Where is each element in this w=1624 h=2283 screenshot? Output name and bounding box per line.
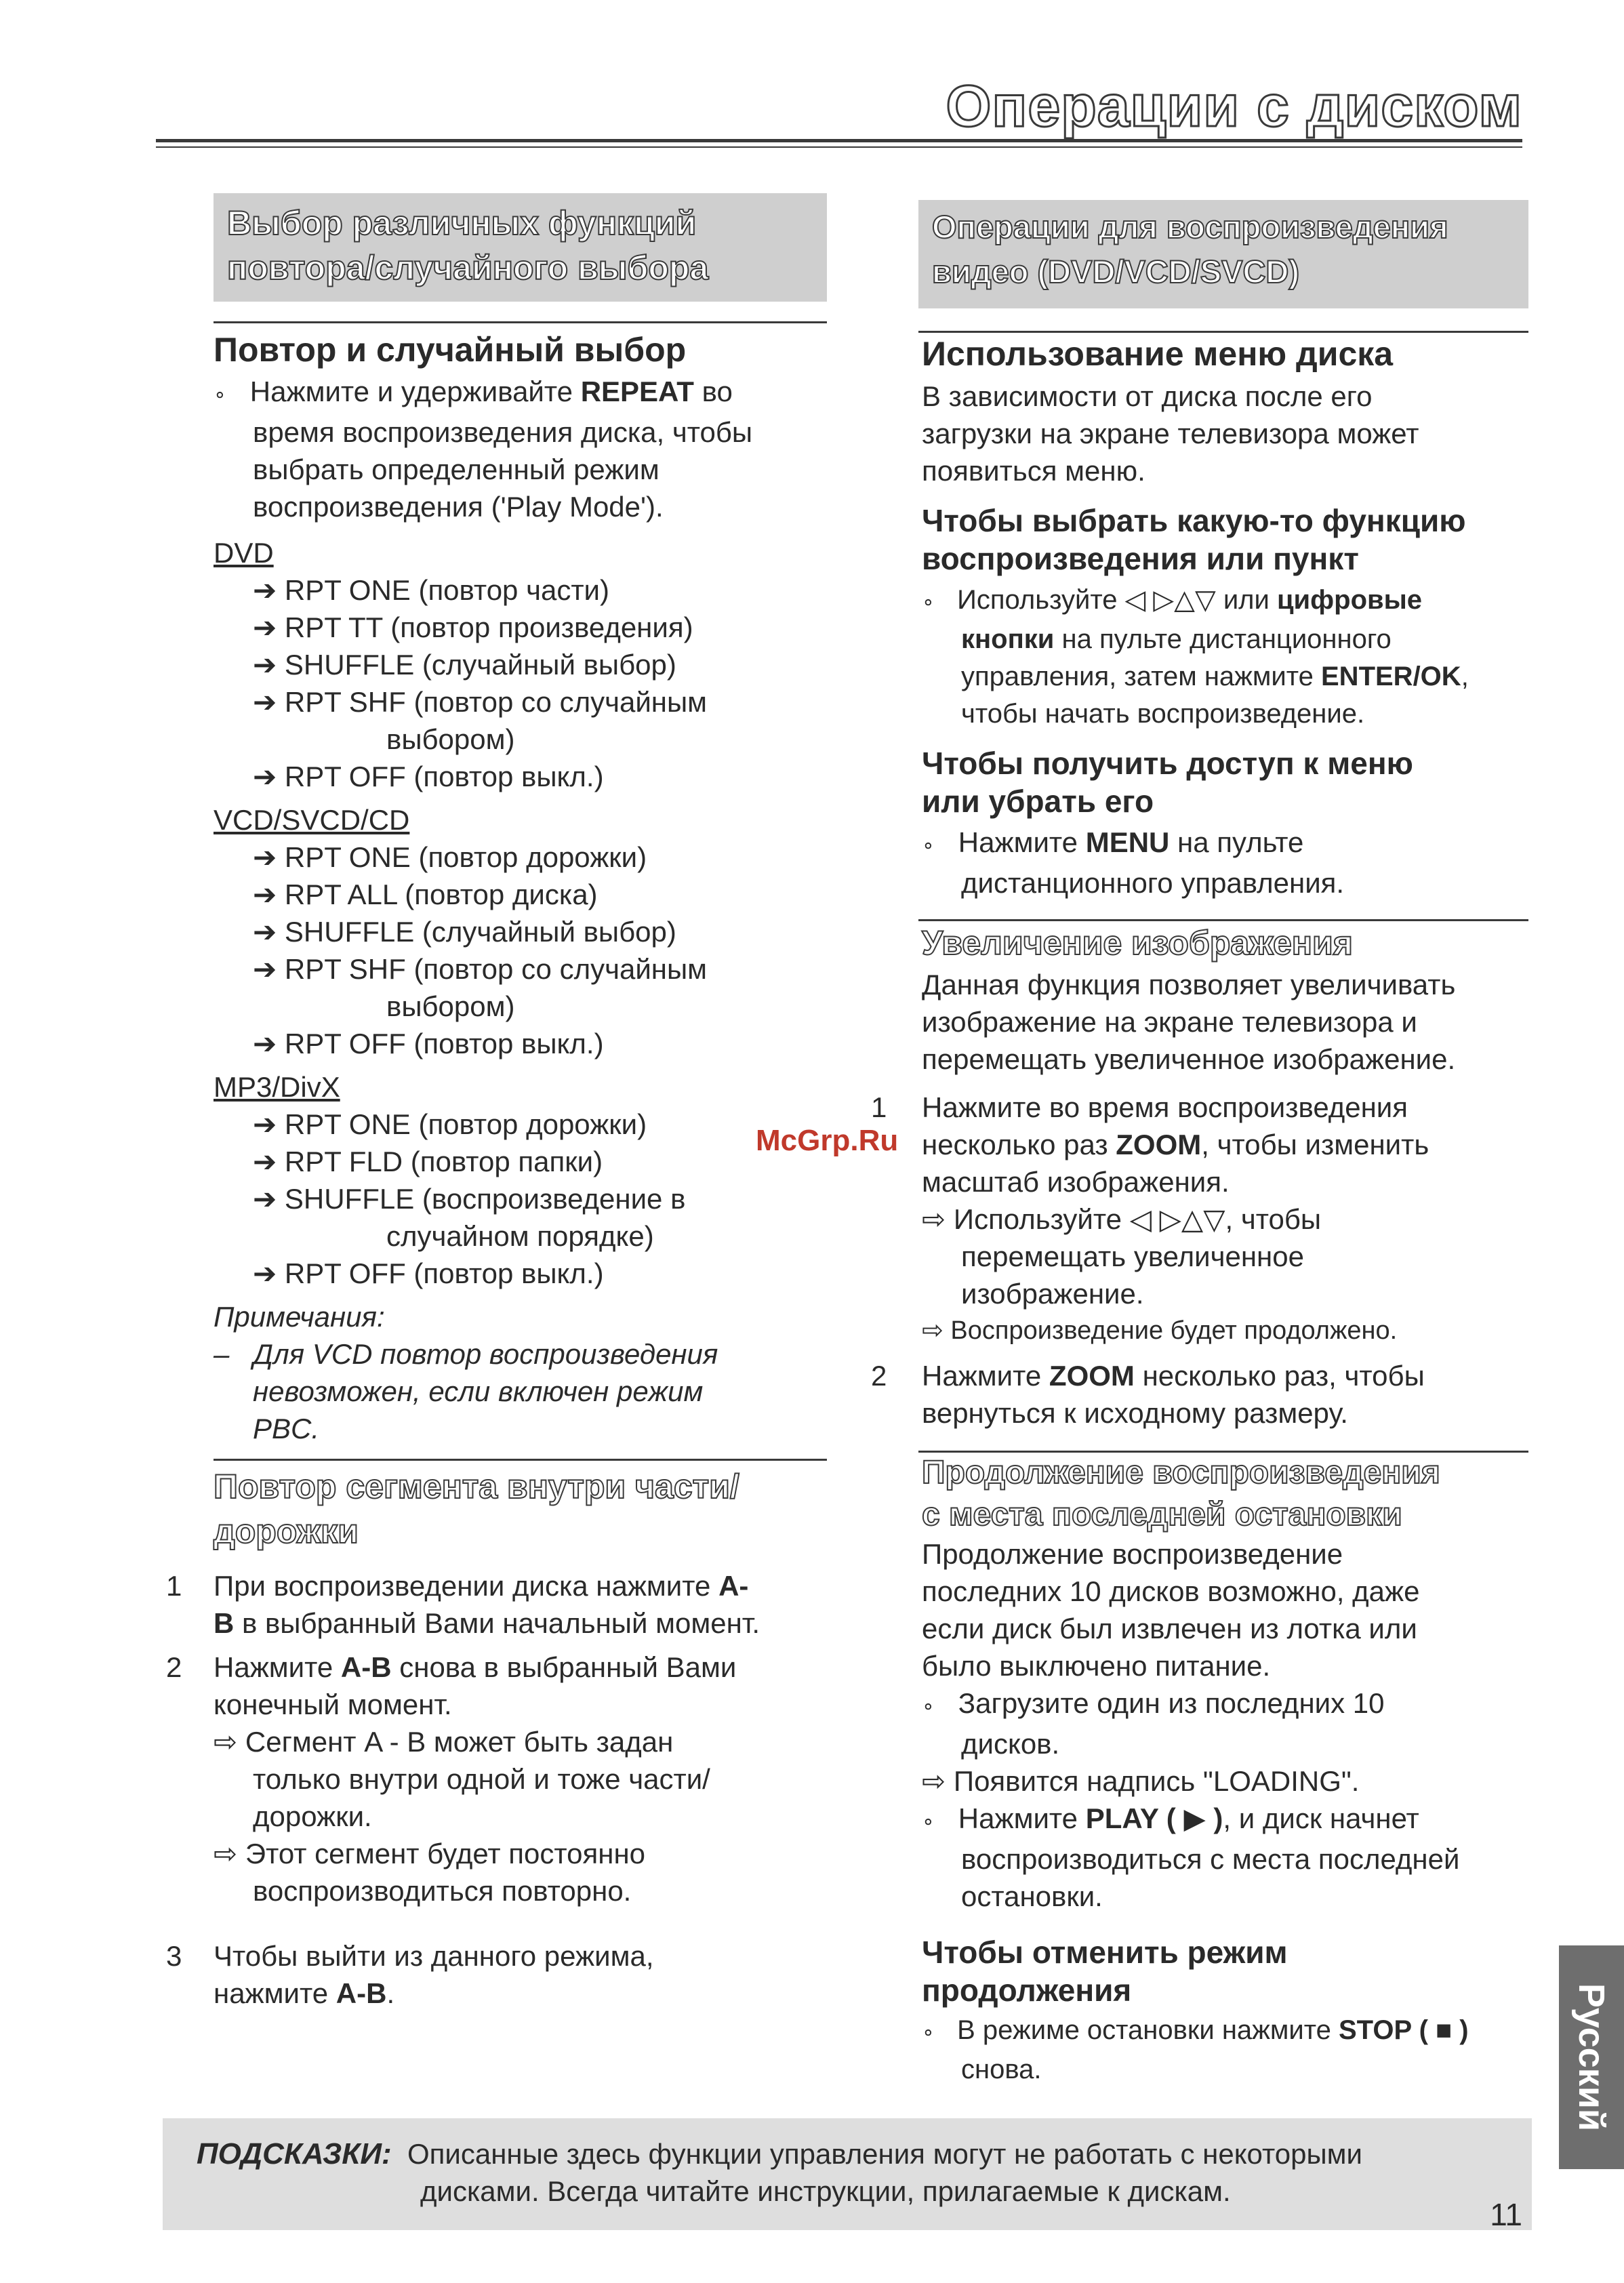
arrow-icon: ⇨ (922, 1316, 943, 1345)
left-section-title: Выбор различных функций повтора/случайного выбора (227, 204, 709, 287)
hints-text: ПОДСКАЗКИ: Описанные здесь функции управления могут не работать с некоторыми дисками. Всегда читайте инструкции, прилагаемые к дискам. (197, 2137, 1362, 2207)
step-number: 1 (166, 1570, 182, 1602)
vcd-label: VCD/SVCD/CD (214, 804, 410, 836)
language-tab (1559, 1945, 1624, 2169)
page-title: Операции с диском (946, 74, 1522, 139)
menu-text: В зависимости от диска после его загрузки на экране телевизора может появиться меню. (922, 380, 1419, 487)
dvd-mode-list: DVD ➔ RPT ONE (повтор части) ➔ RPT TT (повтор произведения) ➔ SHUFFLE (случайный выбор) ➔ RPT SHF (повтор со случайным выбором) ➔ RPT OFF (повтор выкл.) (214, 534, 707, 795)
page-number: 11 (1490, 2197, 1522, 2232)
bullet-icon: ∘ (922, 1811, 935, 1833)
bullet-icon: ∘ (214, 384, 226, 406)
language-tab-label: Русский (1571, 1983, 1612, 2132)
ab-step3: Чтобы выйти из данного режима, нажмите A-B. (214, 1940, 654, 2009)
zoom-text: Данная функция позволяет увеличивать изображение на экране телевизора и перемещать увеличенное изображение. (922, 969, 1456, 1075)
notes: Примечания: – Для VCD повтор воспроизведения невозможен, если включен режим PBC. (214, 1301, 718, 1444)
arrow-icon: ⇨ (214, 1726, 238, 1758)
resume-cancel-bullet: ∘ В режиме остановки нажмите STOP ( ■ ) снова. (922, 2015, 1469, 2084)
hints-label: ПОДСКАЗКИ: (197, 2137, 392, 2170)
zoom-step1: Нажмите во время воспроизведения несколько раз ZOOM, чтобы изменить масштаб изображения. ⇨ Используйте ◁ ▷△▽, чтобы перемещать увеличенное изображение. ⇨ Воспроизведение будет продолжено. (922, 1091, 1429, 1345)
resume-text: Продолжение воспроизведение последних 10 дисков возможно, даже если диск был извлечен из лотка или было выключено питание. ∘ Загрузите один из последних 10 дисков. ⇨ Появится надпись "LOADING". ∘ Нажмите PLAY ( ▶ ), и диск начнет воспроизводиться с места последней остановки. (922, 1538, 1460, 1912)
bullet-icon: ∘ (922, 834, 935, 857)
menu-sub2-bullet: ∘ Нажмите MENU на пульте дистанционного управления. (922, 826, 1345, 899)
watermark: McGrp.Ru (756, 1124, 899, 1157)
ab-step2: Нажмите A-B снова в выбранный Вами конечный момент. ⇨ Сегмент A - B может быть задан только внутри одной и тоже части/ дорожки. ⇨ Этот сегмент будет постоянно воспроизводиться повторно. (214, 1651, 737, 1907)
menu-heading: Использование меню диска (922, 335, 1394, 373)
step-number: 1 (871, 1091, 887, 1123)
arrow-icon: ⇨ (214, 1838, 238, 1870)
divider (214, 1459, 827, 1461)
bullet-icon: ∘ (922, 591, 935, 613)
zoom-step2: Нажмите ZOOM несколько раз, чтобы вернуться к исходному размеру. (922, 1360, 1425, 1429)
resume-heading: Продолжение воспроизведения с места последней остановки (922, 1455, 1440, 1533)
vcd-mode-list: VCD/SVCD/CD ➔ RPT ONE (повтор дорожки) ➔ RPT ALL (повтор диска) ➔ SHUFFLE (случайный выбор) ➔ RPT SHF (повтор со случайным выбором) ➔ RPT OFF (повтор выкл.) (214, 801, 707, 1062)
menu-sub2: Чтобы получить доступ к меню или убрать его (922, 746, 1413, 819)
title-rule-thin (156, 146, 1522, 148)
resume-cancel-heading: Чтобы отменить режим продолжения (922, 1935, 1288, 2008)
ab-heading: Повтор сегмента внутри части/ дорожки (214, 1468, 739, 1550)
title-rule (156, 139, 1522, 142)
menu-sub1: Чтобы выбрать какую-то функцию воспроизведения или пункт (922, 503, 1466, 576)
bullet-icon: ∘ (922, 1695, 935, 1718)
arrow-icon: ⇨ (922, 1765, 946, 1797)
zoom-heading: Увеличение изображения (922, 924, 1353, 962)
repeat-heading: Повтор и случайный выбор (214, 331, 687, 369)
ab-step1: При воспроизведении диска нажмите A- B в выбранный Вами начальный момент. (214, 1570, 760, 1639)
arrow-icon: ⇨ (922, 1203, 946, 1235)
divider (214, 321, 827, 323)
step-number: 2 (166, 1651, 182, 1683)
mp3-label: MP3/DivX (214, 1071, 340, 1103)
right-section-title: Операции для воспроизведения видео (DVD/VCD/SVCD) (932, 209, 1448, 289)
menu-sub1-bullet: ∘ Используйте ◁ ▷△▽ или цифровые кнопки на пульте дистанционного управления, затем нажмите ENTER/OK, чтобы начать воспроизведение. (922, 585, 1469, 729)
dvd-label: DVD (214, 537, 274, 569)
mp3-mode-list: MP3/DivX ➔ RPT ONE (повтор дорожки) ➔ RPT FLD (повтор папки) ➔ SHUFFLE (воспроизведение в случайном порядке) ➔ RPT OFF (повтор выкл.) (214, 1068, 685, 1292)
step-number: 2 (871, 1360, 887, 1392)
step-number: 3 (166, 1940, 182, 1972)
bullet-icon: ∘ (922, 2021, 935, 2044)
repeat-intro: ∘ Нажмите и удерживайте REPEAT во время воспроизведения диска, чтобы выбрать определенный режим воспроизведения ('Play Mode'). (214, 376, 753, 523)
